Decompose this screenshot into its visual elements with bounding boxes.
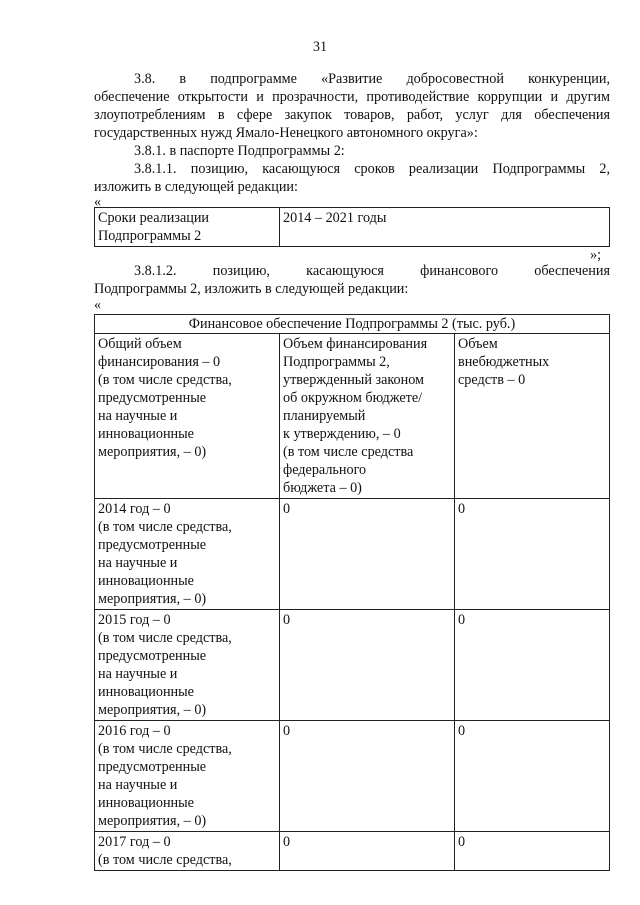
offbudget-value-2015: 0 [455,610,610,721]
word: финансового [420,263,499,279]
cell-line: 2014 год – 0 [98,501,171,517]
cell-line: (в том числе средства, [98,852,232,868]
cell-line: (в том числе средства, [98,372,232,388]
word: касающуюся [306,263,384,279]
cell-line: предусмотренные [98,759,207,775]
page-number: 31 [312,39,328,55]
cell-line: на научные и [98,408,178,424]
para-3-8-line3: злоупотреблениям в сфере закупок товаров, работ, услуг для обеспечения [94,107,610,123]
cell-line: Объем [458,336,498,352]
cell-line: мероприятия, – 0) [98,444,207,460]
year-cell-2014 [95,499,280,610]
quote-open: « [94,194,102,210]
cell-line: финансирования – 0 [98,354,221,370]
period-value-cell: 2014 – 2021 годы [280,208,610,247]
para-3-8-1-2-line1 [94,262,610,280]
col-head-program [280,334,455,499]
cell-line: инновационные [98,426,194,442]
word: обеспечения [534,263,611,279]
program-value-2016: 0 [280,721,455,832]
offbudget-value-2014: 0 [455,499,610,610]
word: 3.8.1.2. позицию, [134,263,270,279]
col-head-total [95,334,280,499]
para-3-8-1-1-line1: 3.8.1.1. позицию, касающуюся сроков реализации Подпрограммы 2, [134,161,610,177]
cell-line: предусмотренные [98,390,207,406]
cell-line: инновационные [98,684,194,700]
cell-line: Сроки реализации [98,210,210,226]
quote-open: « [94,297,102,313]
cell-line: 2017 год – 0 [98,834,171,850]
para-3-8-line4: государственных нужд Ямало-Ненецкого автономного округа»: [94,125,478,141]
col-head-offbudget [455,334,610,499]
period-label-cell [95,208,280,247]
period-table [94,207,610,247]
year-cell-2015 [95,610,280,721]
cell-line: 2016 год – 0 [98,723,171,739]
cell-line: федерального [283,462,367,478]
cell-line: на научные и [98,777,178,793]
para-3-8-line2: обеспечение открытости и прозрачности, противодействие коррупции и другим [94,89,610,105]
cell-line: об окружном бюджете/ [283,390,423,406]
cell-line: (в том числе средства, [98,630,232,646]
para-3-8-1: 3.8.1. в паспорте Подпрограммы 2: [134,143,345,159]
cell-line: на научные и [98,555,178,571]
finance-table [94,314,610,871]
cell-line: к утверждению, – 0 [283,426,401,442]
word: 3.8. в [134,71,187,87]
cell-line: инновационные [98,795,194,811]
cell-line: планируемый [283,408,366,424]
word: добросовестной [406,71,504,87]
program-value-2017: 0 [280,832,455,871]
program-value-2014: 0 [280,499,455,610]
cell-line: мероприятия, – 0) [98,813,207,829]
year-cell-2016 [95,721,280,832]
offbudget-value-2017: 0 [455,832,610,871]
word: подпрограмме [210,71,297,87]
cell-line: Подпрограммы 2, [283,354,390,370]
cell-line: (в том числе средства, [98,741,232,757]
cell-line: Подпрограммы 2 [98,228,202,244]
cell-line: утвержденный законом [283,372,425,388]
word: конкуренции, [528,71,611,87]
cell-line: инновационные [98,573,194,589]
cell-line: внебюджетных [458,354,550,370]
quote-close: »; [590,247,602,263]
para-3-8-1-2-line2: Подпрограммы 2, изложить в следующей редакции: [94,281,409,297]
cell-line: на научные и [98,666,178,682]
cell-line: 2015 год – 0 [98,612,171,628]
cell-line: предусмотренные [98,648,207,664]
cell-line: Объем финансирования [283,336,428,352]
cell-line: (в том числе средства [283,444,414,460]
cell-line: средств – 0 [458,372,526,388]
cell-line: Общий объем [98,336,182,352]
cell-line: мероприятия, – 0) [98,591,207,607]
finance-table-header: Финансовое обеспечение Подпрограммы 2 (тыс. руб.) [95,315,610,334]
para-3-8-1-1-line2: изложить в следующей редакции: [94,179,298,195]
para-3-8-line1 [94,70,610,88]
word: «Развитие [321,71,383,87]
cell-line: предусмотренные [98,537,207,553]
program-value-2015: 0 [280,610,455,721]
year-cell-2017 [95,832,280,871]
cell-line: бюджета – 0) [283,480,362,496]
offbudget-value-2016: 0 [455,721,610,832]
cell-line: мероприятия, – 0) [98,702,207,718]
cell-line: (в том числе средства, [98,519,232,535]
